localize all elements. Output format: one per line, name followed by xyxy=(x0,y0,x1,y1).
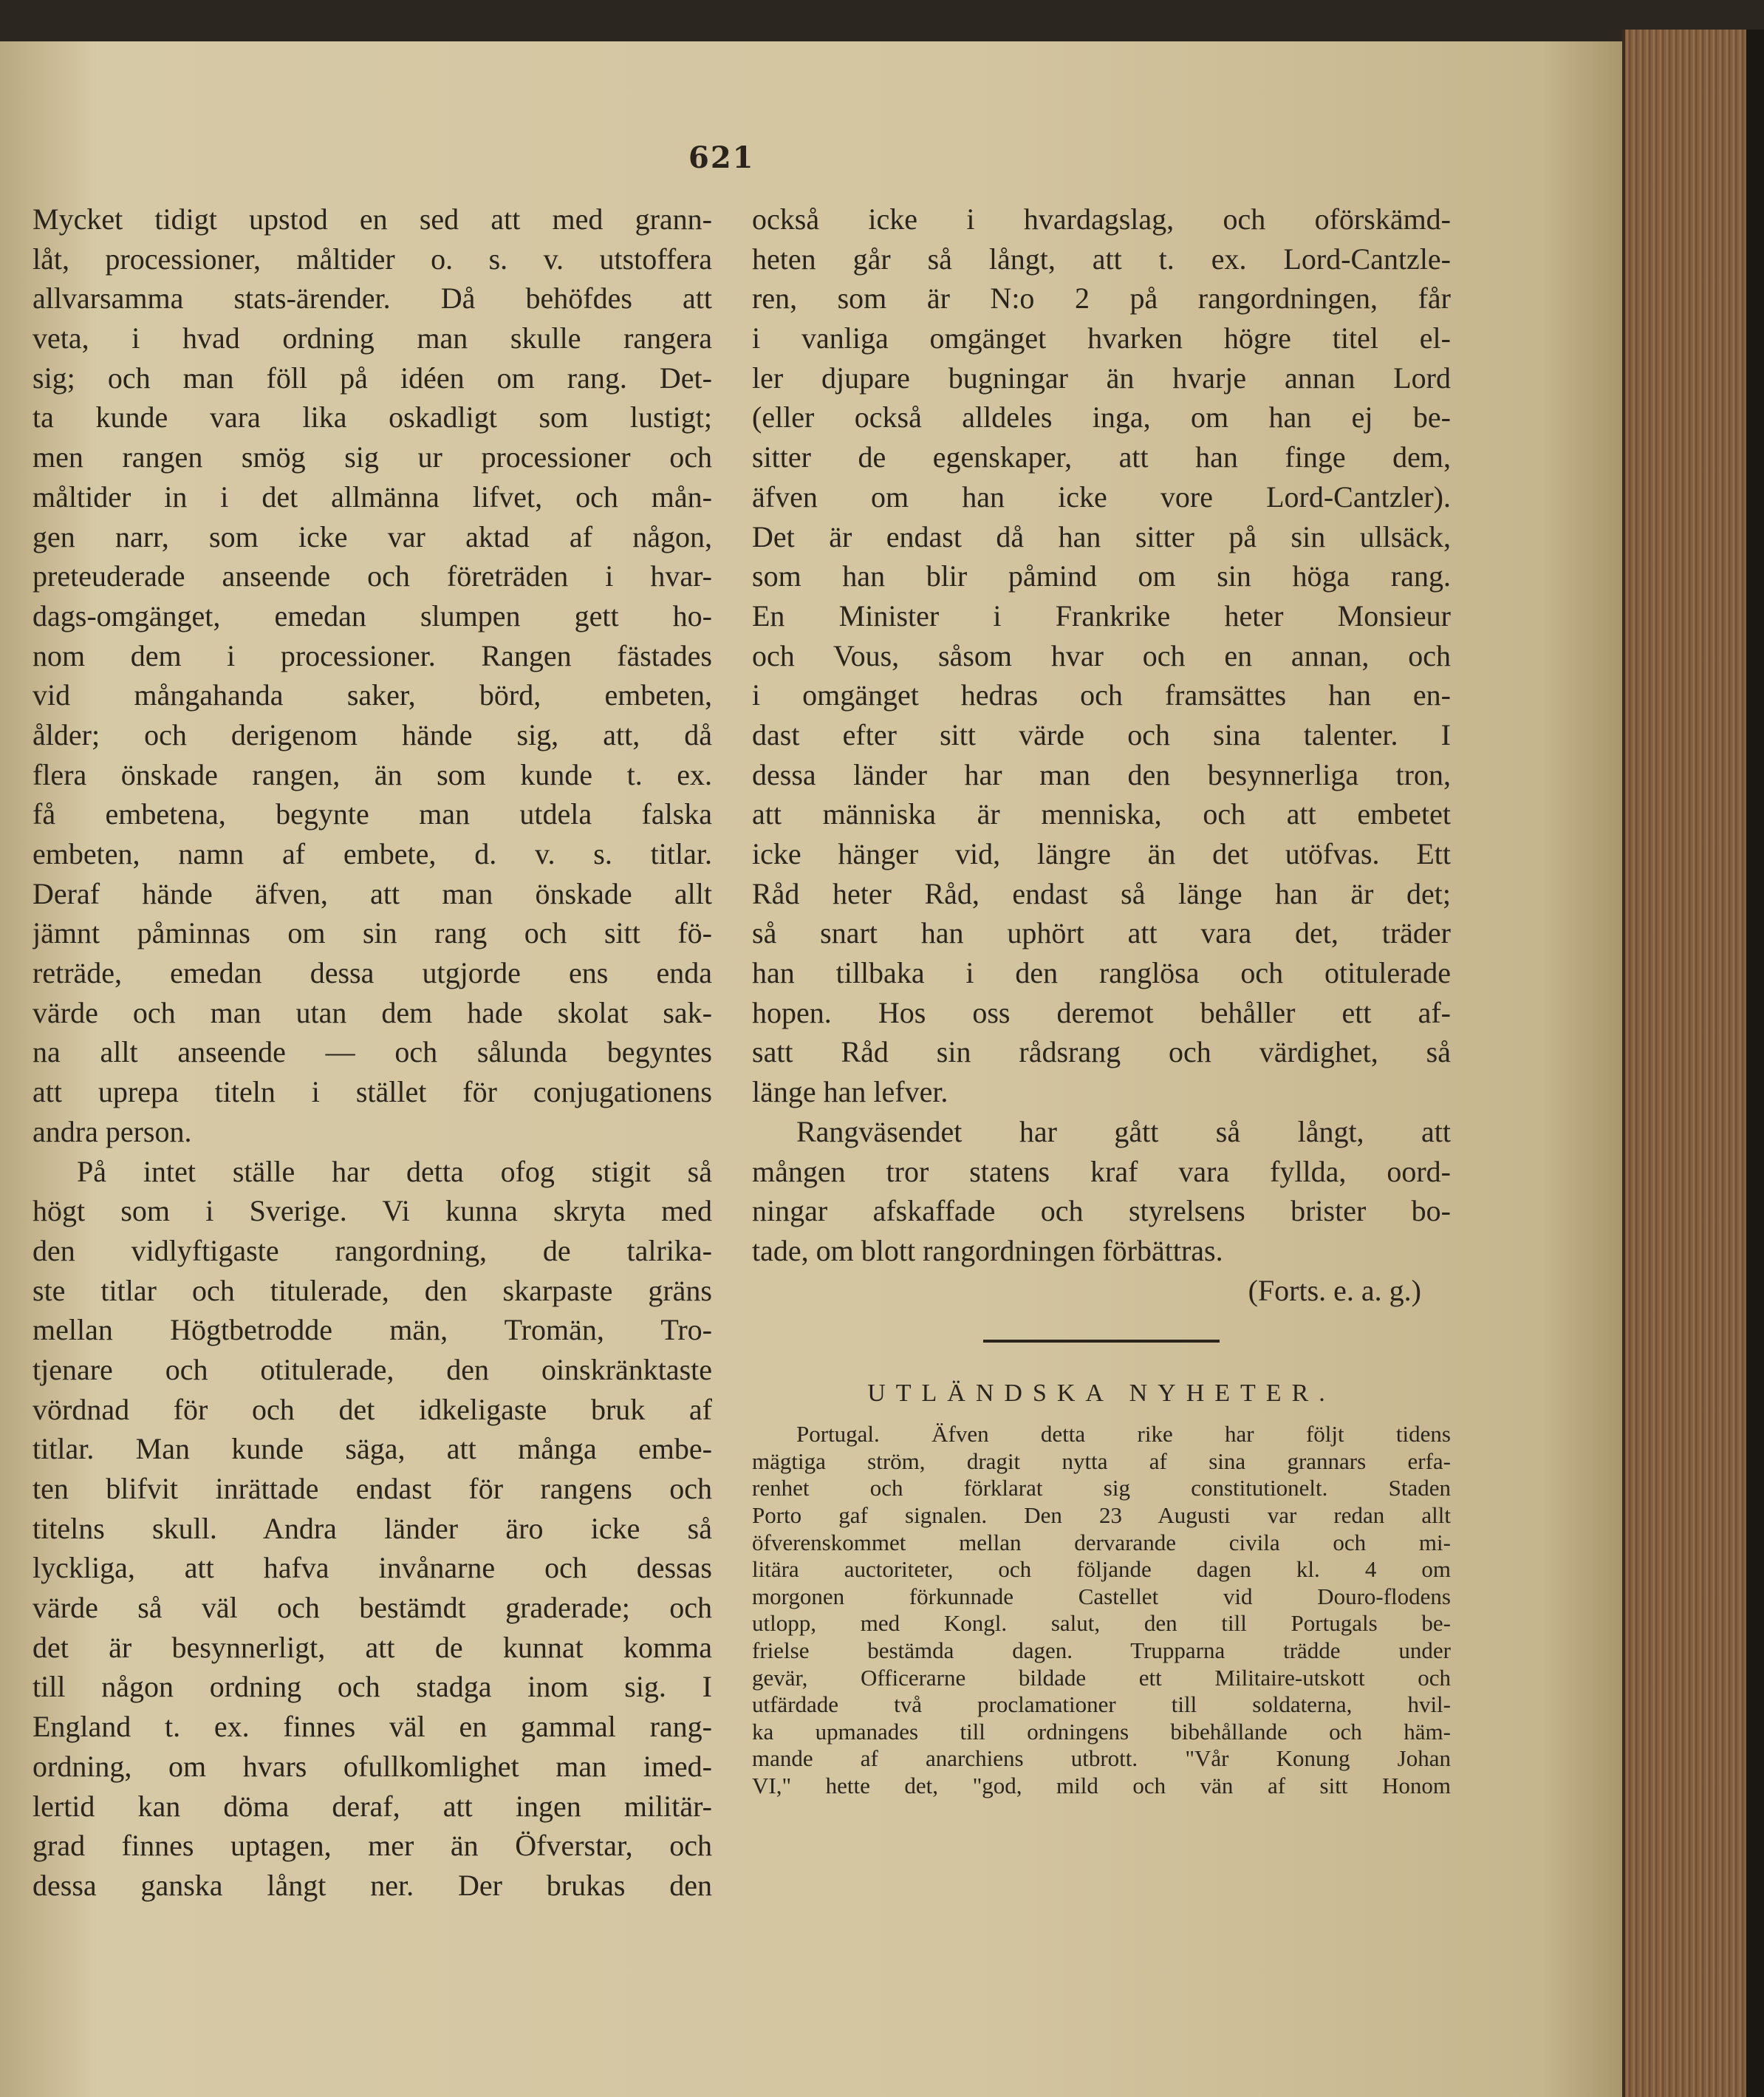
text-line: i vanliga omgänget hvarken högre titel el- xyxy=(752,321,1451,355)
text-line: na allt anseende — och sålunda begyntes xyxy=(33,1035,712,1069)
text-line: icke hänger vid, längre än det utöfvas. Ett xyxy=(752,837,1451,870)
text-line: ordning, om hvars ofullkomlighet man imed- xyxy=(33,1749,712,1783)
text-line: det är besynnerligt, att de kunnat komma xyxy=(33,1630,712,1664)
text-line: Rangväsendet har gått så långt, att xyxy=(796,1114,1451,1148)
text-line: ler djupare bugningar än hvarje annan Lord xyxy=(752,361,1451,395)
text-line: preteuderade anseende och företräden i hvar- xyxy=(33,559,712,593)
news-line: ka upmanades till ordningens bibehållande och häm- xyxy=(752,1718,1451,1745)
text-line: tade, om blott rangordningen förbättras. xyxy=(752,1233,1223,1267)
news-section xyxy=(752,1421,1451,1799)
text-line: äfven om han icke vore Lord-Cantzler). xyxy=(752,480,1451,514)
news-line: öfverenskommet mellan dervarande civila och mi- xyxy=(752,1529,1451,1555)
news-line: mägtiga ström, dragit nytta af sina grannars erfa- xyxy=(752,1448,1451,1474)
text-line: dessa ganska långt ner. Der brukas den xyxy=(33,1868,712,1902)
text-line: England t. ex. finnes väl en gammal rang- xyxy=(33,1710,712,1744)
text-line: mellan Högtbetrodde män, Tromän, Tro- xyxy=(33,1313,712,1347)
news-line: utfärdade två proclamationer till soldaterna, hvil- xyxy=(752,1691,1451,1718)
news-line: utlopp, med Kongl. salut, den till Portugals be- xyxy=(752,1610,1451,1637)
text-line: satt Råd sin rådsrang och värdighet, så xyxy=(752,1035,1451,1069)
section-divider xyxy=(983,1340,1220,1343)
text-line: Råd heter Råd, endast så länge han är det; xyxy=(752,876,1451,910)
text-line: måltider in i det allmänna lifvet, och mån- xyxy=(33,480,712,514)
text-line: ste titlar och titulerade, den skarpaste gräns xyxy=(33,1273,712,1307)
text-line: flera önskade rangen, än som kunde t. ex. xyxy=(33,757,712,791)
text-line: den vidlyftigaste rangordning, de talrika- xyxy=(33,1233,712,1267)
news-line: Portugal. Äfven detta rike har följt tidens xyxy=(796,1421,1451,1448)
essay-continuation xyxy=(752,200,1451,1310)
text-line: dags-omgänget, emedan slumpen gett ho- xyxy=(33,599,712,632)
news-line: frielse bestämda dagen. Trupparna trädde under xyxy=(752,1637,1451,1663)
text-line: Mycket tidigt upstod en sed att med grann- xyxy=(33,202,712,236)
text-line: sitter de egenskaper, att han finge dem, xyxy=(752,440,1451,474)
news-line: litära auctoriteter, och följande dagen kl. 4 om xyxy=(752,1556,1451,1583)
text-line: (Forts. e. a. g.) xyxy=(1248,1273,1421,1307)
text-line: gen narr, som icke var aktad af någon, xyxy=(33,519,712,553)
news-line: morgonen förkunnade Castellet vid Douro-flodens xyxy=(752,1583,1451,1609)
text-line: dast efter sitt värde och sina talenter. I xyxy=(752,717,1451,751)
text-line: lyckliga, att hafva invånarne och dessas xyxy=(33,1551,712,1585)
text-line: och Vous, såsom hvar och en annan, och xyxy=(752,638,1451,672)
text-line: veta, i hvad ordning man skulle rangera xyxy=(33,321,712,355)
text-line: länge han lefver. xyxy=(752,1075,948,1109)
news-line: renhet och förklarat sig constitutionelt. Staden xyxy=(752,1475,1451,1501)
text-line: Deraf hände äfven, att man önskade allt xyxy=(33,876,712,910)
text-line: Det är endast då han sitter på sin ullsäck, xyxy=(752,519,1451,553)
text-line: så snart han uphört att vara det, träder xyxy=(752,916,1451,950)
text-line: nom dem i processioner. Rangen fästades xyxy=(33,638,712,672)
text-line: högt som i Sverige. Vi kunna skryta med xyxy=(33,1194,712,1228)
text-line: vid mångahanda saker, börd, embeten, xyxy=(33,678,712,712)
right-column xyxy=(752,200,1451,1800)
text-line: i omgänget hedras och framsättes han en- xyxy=(752,678,1451,712)
text-line: grad finnes uptagen, mer än Öfverstar, och xyxy=(33,1829,712,1863)
text-line: dessa länder har man den besynnerliga tron, xyxy=(752,757,1451,791)
text-line: han tillbaka i den ranglösa och otitulerade xyxy=(752,956,1451,990)
text-line: låt, processioner, måltider o. s. v. utstoffera xyxy=(33,242,712,276)
text-line: På intet ställe har detta ofog stigit så xyxy=(77,1154,712,1188)
text-line: hopen. Hos oss deremot behåller ett af- xyxy=(752,995,1451,1029)
news-heading: UTLÄNDSKA NYHETER. xyxy=(867,1380,1336,1408)
text-line: heten går så långt, att t. ex. Lord-Cantzle- xyxy=(752,242,1451,276)
text-line: värde så väl och bestämdt graderade; och xyxy=(33,1591,712,1625)
text-line: ren, som är N:o 2 på rangordningen, får xyxy=(752,282,1451,316)
text-line: sig; och man föll på idéen om rang. Det- xyxy=(33,361,712,395)
text-line: ningar afskaffade och styrelsens brister bo- xyxy=(752,1194,1451,1228)
text-line: som han blir påmind om sin höga rang. xyxy=(752,559,1451,593)
text-line: lertid kan döma deraf, att ingen militär- xyxy=(33,1789,712,1823)
text-line: tjenare och otitulerade, den oinskränktaste xyxy=(33,1352,712,1386)
text-line: till någon ordning och stadga inom sig. I xyxy=(33,1670,712,1704)
text-line: ta kunde vara lika oskadligt som lustigt; xyxy=(33,400,712,434)
text-line: embeten, namn af embete, d. v. s. titlar. xyxy=(33,837,712,870)
text-line: också icke i hvardagslag, och oförskämd- xyxy=(752,202,1451,236)
news-line: gevär, Officerarne bildade ett Militaire-utskott och xyxy=(752,1664,1451,1691)
text-line: (eller också alldeles inga, om han ej be- xyxy=(752,400,1451,434)
text-line: vördnad för och det idkeligaste bruk af xyxy=(33,1392,712,1426)
text-line: få embetena, begynte man utdela falska xyxy=(33,797,712,831)
text-line: att uprepa titeln i stället för conjugationens xyxy=(33,1075,712,1109)
text-line: mången tror statens kraf vara fyllda, oord- xyxy=(752,1154,1451,1188)
text-line: reträde, emedan dessa utgjorde ens enda xyxy=(33,956,712,990)
left-column xyxy=(33,200,712,1906)
text-line: titlar. Man kunde säga, att många embe- xyxy=(33,1432,712,1466)
text-line: ålder; och derigenom hände sig, att, då xyxy=(33,717,712,751)
book-page-edges xyxy=(1622,30,1749,2097)
news-line: mande af anarchiens utbrott. "Vår Konung Johan xyxy=(752,1745,1451,1772)
text-line: andra person. xyxy=(33,1114,192,1148)
page-number: 621 xyxy=(688,140,755,175)
text-line: En Minister i Frankrike heter Monsieur xyxy=(752,599,1451,632)
text-line: men rangen smög sig ur processioner och xyxy=(33,440,712,474)
text-line: ten blifvit inrättade endast för rangens och xyxy=(33,1472,712,1505)
text-line: jämnt påminnas om sin rang och sitt fö- xyxy=(33,916,712,950)
text-line: titelns skull. Andra länder äro icke så xyxy=(33,1511,712,1545)
text-line: värde och man utan dem hade skolat sak- xyxy=(33,995,712,1029)
news-line: VI," hette det, "god, mild och vän af sitt Honom xyxy=(752,1772,1451,1798)
text-line: allvarsamma stats-ärender. Då behöfdes att xyxy=(33,282,712,316)
book-edge-shadow xyxy=(1746,30,1764,2097)
text-line: att människa är menniska, och att embetet xyxy=(752,797,1451,831)
news-line: Porto gaf signalen. Den 23 Augusti var redan allt xyxy=(752,1502,1451,1529)
